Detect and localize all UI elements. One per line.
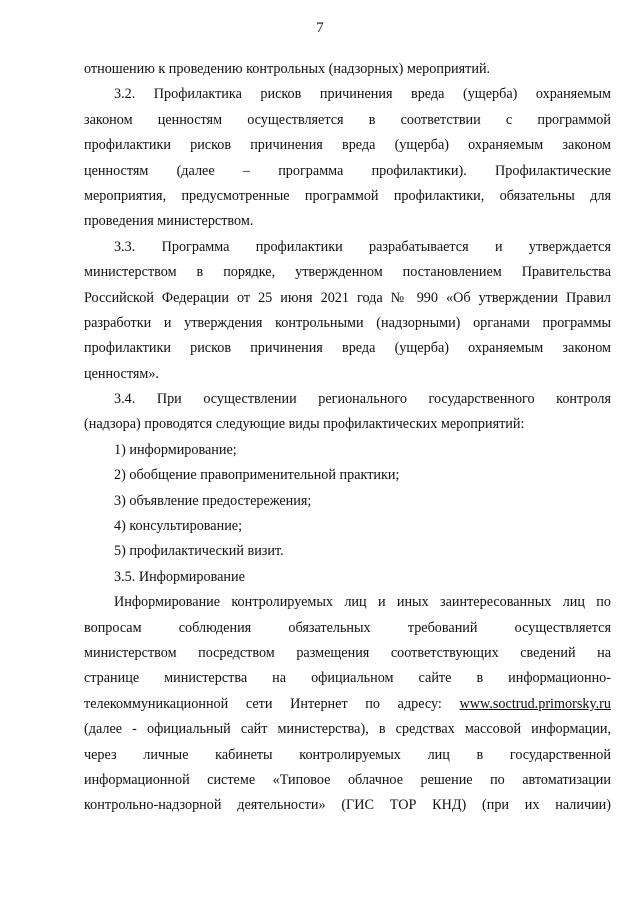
- list-item: 4) консультирование;: [114, 518, 243, 535]
- paragraph-3-5-line: Информирование контролируемых лиц и иных заинтересованных лиц по: [114, 594, 611, 611]
- text-line: проведения министерством.: [84, 213, 254, 230]
- text-line: (далее - официальный сайт министерства), в средствах массовой информации,: [84, 721, 611, 738]
- section-heading-3-5: 3.5. Информирование: [114, 568, 245, 585]
- list-item: 2) обобщение правоприменительной практики;: [114, 467, 400, 484]
- paragraph-3-3-line: 3.3. Программа профилактики разрабатывается и утверждается: [114, 238, 611, 255]
- website-link[interactable]: www.soctrud.primorsky.ru: [459, 695, 611, 712]
- line-text: телекоммуникационной сети Интернет по адресу:: [84, 695, 460, 712]
- text-line: (надзора) проводятся следующие виды профилактических мероприятий:: [84, 416, 525, 433]
- text-line: странице министерства на официальном сайте в информационно-: [84, 670, 611, 687]
- text-line: Российской Федерации от 25 июня 2021 года № 990 «Об утверждении Правил: [84, 289, 611, 306]
- text-line: [84, 57, 611, 82]
- text-line: профилактики рисков причинения вреда (ущерба) охраняемым законом: [84, 340, 611, 357]
- list-item: 5) профилактический визит.: [114, 543, 284, 560]
- text-line: [84, 692, 611, 717]
- text-line: министерством в порядке, утвержденном постановлением Правительства: [84, 264, 611, 281]
- document-body: [84, 57, 611, 819]
- text-line: вопросам соблюдения обязательных требований осуществляется: [84, 619, 611, 636]
- text-line: разработки и утверждения контрольными (надзорными) органами программы: [84, 314, 611, 331]
- text-line: законом ценностям осуществляется в соответствии с программой: [84, 111, 611, 128]
- text-line: контрольно-надзорной деятельности» (ГИС ТОР КНД) (при их наличии): [84, 797, 611, 814]
- list-item: 1) информирование;: [114, 441, 237, 458]
- text-line: ценностям».: [84, 365, 159, 382]
- paragraph-3-2-line: 3.2. Профилактика рисков причинения вреда (ущерба) охраняемым: [114, 86, 611, 103]
- text-line: мероприятия, предусмотренные программой профилактики, обязательны для: [84, 187, 611, 204]
- text-line: ценностям (далее – программа профилактики). Профилактические: [84, 162, 611, 179]
- text-line: через личные кабинеты контролируемых лиц в государственной: [84, 746, 611, 763]
- paragraph-3-4-line: 3.4. При осуществлении регионального государственного контроля: [114, 391, 611, 408]
- text-line: профилактики рисков причинения вреда (ущерба) охраняемым законом: [84, 137, 611, 154]
- list-item: 3) объявление предостережения;: [114, 492, 312, 509]
- text-line: информационной системе «Типовое облачное решение по автоматизации: [84, 771, 611, 788]
- line-text: отношению к проведению контрольных (надзорных) мероприятий.: [84, 61, 491, 77]
- page-number: 7: [316, 20, 324, 36]
- text-line: министерством посредством размещения соответствующих сведений на: [84, 644, 611, 661]
